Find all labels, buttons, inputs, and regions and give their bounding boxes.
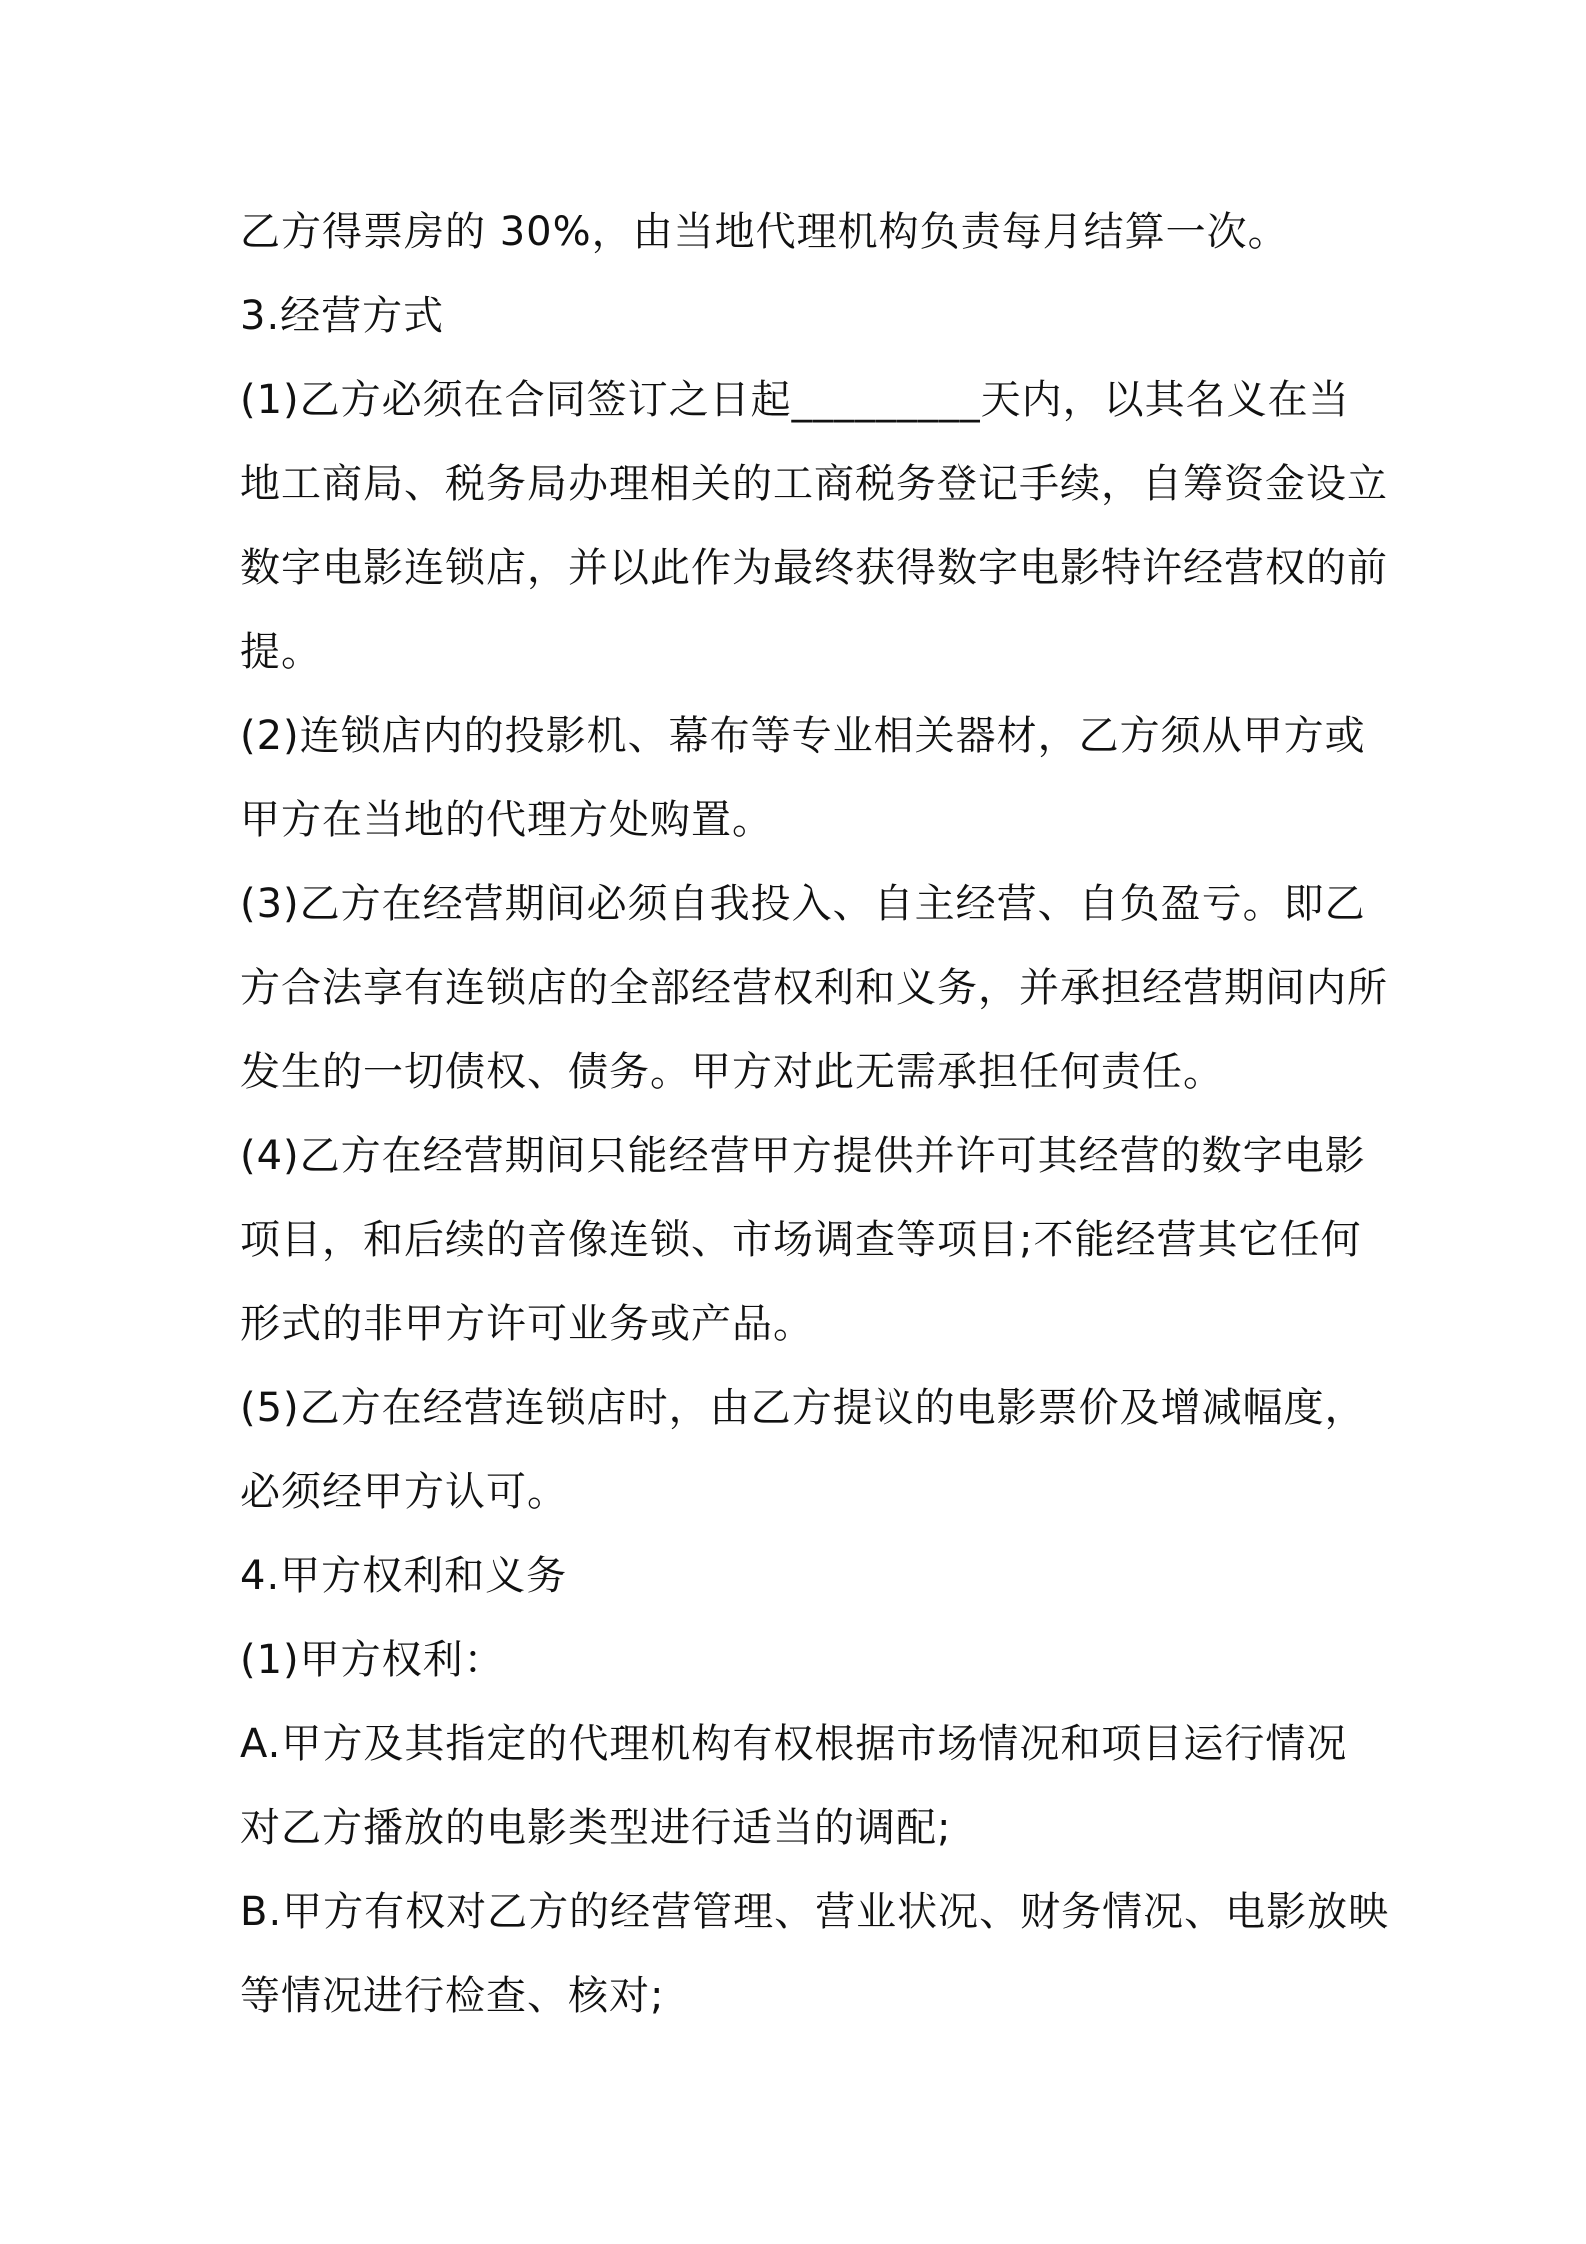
text-line-right-a1: A.甲方及其指定的代理机构有权根据市场情况和项目运行情况 bbox=[240, 1721, 1348, 1767]
text-line-settlement: 乙方得票房的 30%，由当地代理机构负责每月结算一次。 bbox=[240, 209, 1289, 255]
text-line-clause-1b: 地工商局、税务局办理相关的工商税务登记手续，自筹资金设立 bbox=[240, 461, 1388, 507]
text-line-right-b2: 等情况进行检查、核对; bbox=[240, 1973, 665, 2019]
text-line-clause-1d: 提。 bbox=[240, 629, 322, 675]
text-line-clause-1c: 数字电影连锁店，并以此作为最终获得数字电影特许经营权的前 bbox=[240, 545, 1388, 591]
subheading-party-a-rights: (1)甲方权利： bbox=[240, 1637, 505, 1683]
heading-party-a-rights: 4.甲方权利和义务 bbox=[240, 1553, 568, 1599]
text-line-clause-5b: 必须经甲方认可。 bbox=[240, 1469, 568, 1515]
text-line-clause-2a: (2)连锁店内的投影机、幕布等专业相关器材，乙方须从甲方或 bbox=[240, 713, 1366, 759]
text-line-clause-4c: 形式的非甲方许可业务或产品。 bbox=[240, 1301, 814, 1347]
text-line-clause-5a: (5)乙方在经营连锁店时，由乙方提议的电影票价及增减幅度， bbox=[240, 1385, 1366, 1431]
text-line-clause-1a: (1)乙方必须在合同签订之日起_________天内，以其名义在当 bbox=[240, 377, 1350, 423]
text-line-right-a2: 对乙方播放的电影类型进行适当的调配; bbox=[240, 1805, 952, 1851]
heading-business-mode: 3.经营方式 bbox=[240, 293, 445, 339]
text-line-clause-3b: 方合法享有连锁店的全部经营权利和义务，并承担经营期间内所 bbox=[240, 965, 1388, 1011]
text-line-clause-2b: 甲方在当地的代理方处购置。 bbox=[240, 797, 773, 843]
text-line-right-b1: B.甲方有权对乙方的经营管理、营业状况、财务情况、电影放映 bbox=[240, 1889, 1390, 1935]
text-line-clause-4b: 项目，和后续的音像连锁、市场调查等项目;不能经营其它任何 bbox=[240, 1217, 1362, 1263]
text-line-clause-3a: (3)乙方在经营期间必须自我投入、自主经营、自负盈亏。即乙 bbox=[240, 881, 1366, 927]
text-line-clause-4a: (4)乙方在经营期间只能经营甲方提供并许可其经营的数字电影 bbox=[240, 1133, 1366, 1179]
document-page bbox=[240, 190, 1390, 2038]
text-line-clause-3c: 发生的一切债权、债务。甲方对此无需承担任何责任。 bbox=[240, 1049, 1224, 1095]
